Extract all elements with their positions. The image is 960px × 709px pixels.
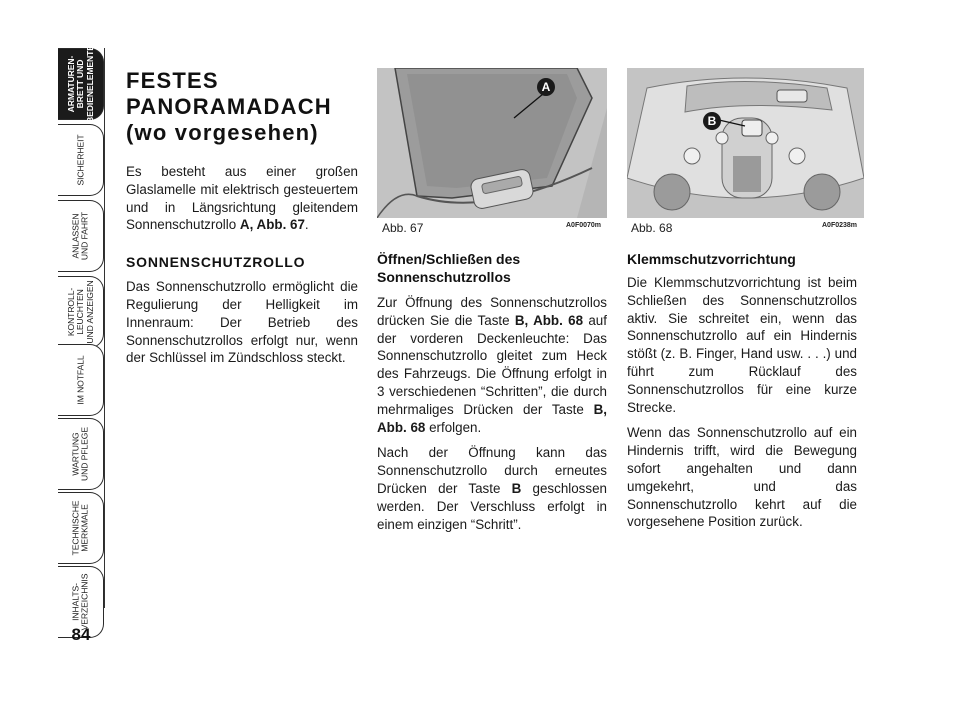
figure-67-caption: Abb. 67 <box>382 221 424 235</box>
paragraph-close: Nach der Öffnung kann das Sonnenschutzrollo durch erneutes Drücken der Taste B geschlossen werden. Der Verschluss erfolgt in einem einzigen “Schritt”. <box>377 445 607 532</box>
tab-label: ANLASSEN UND FAHRT <box>70 211 90 261</box>
page-title: FESTES PANORAMADACH (wo vorgesehen) <box>126 68 332 145</box>
tab-label: KONTROLL- LEUCHTEN UND ANZEIGEN <box>65 280 95 344</box>
subheading-paragraph: Das Sonnenschutzrollo ermöglicht die Regulierung der Helligkeit im Innenraum: Der Betrieb des Sonnenschutzrollos erfolgt nur, wenn der Schlüssel im Zündschloss steckt. <box>126 279 358 366</box>
figure-67-image <box>377 68 607 218</box>
callout-marker-b: B <box>703 112 721 130</box>
margin-rule <box>104 48 105 608</box>
tab-label: SICHERHEIT <box>74 134 85 186</box>
tab-sicherheit[interactable] <box>58 124 104 196</box>
figure-68-code: A0F0238m <box>822 222 858 229</box>
tab-label: TECHNISCHE MERKMALE <box>70 500 90 556</box>
tab-label: IM NOTFALL <box>74 355 85 405</box>
intro-column <box>126 163 358 367</box>
tab-technische-merkmale[interactable] <box>58 492 104 564</box>
tab-label: WARTUNG UND PFLEGE <box>70 427 90 481</box>
column-heading: Klemmschutzvorrichtung <box>627 251 796 267</box>
column-heading: Öffnen/Schließen des Sonnenschutzrollos <box>377 251 521 285</box>
callout-marker-a: A <box>537 78 555 96</box>
paragraph-anti-pinch: Die Klemmschutzvorrichtung ist beim Schließen des Sonnenschutzrollos aktiv. Sie schreitet ein, wenn das Sonnenschutzrollo auf ein Hindernis stößt (z. B. Finger, Hand usw. . . .) und führt zum Rücklauf des Sonnenschutzrollos für eine kurze Strecke. <box>627 275 857 415</box>
tab-label: ARMATUREN- BRETT UND BEDIENELEMENTE <box>65 45 95 123</box>
paragraph-reverse: Wenn das Sonnenschutzrollo auf ein Hindernis trifft, wird die Bewegung sofort angehalten und dann umgekehrt, und das Sonnenschutzrollo kehrt auf die vorgesehene Position zurück. <box>627 425 857 530</box>
panoramic-roof-illustration <box>377 68 607 218</box>
page-number: 84 <box>71 625 91 644</box>
column-klemmschutz <box>627 250 857 531</box>
figure-68-image <box>627 68 864 218</box>
subheading: SONNENSCHUTZROLLO <box>126 254 306 271</box>
figure-68-caption: Abb. 68 <box>631 221 673 235</box>
figure-67-code: A0F0070m <box>566 222 602 229</box>
tab-anlassen[interactable] <box>58 200 104 272</box>
tab-kontrollleuchten[interactable] <box>58 276 104 348</box>
tab-label: INHALTS- VERZEICHNIS <box>70 573 90 631</box>
column-oeffnen <box>377 250 607 533</box>
tab-armaturenbrett[interactable] <box>58 45 104 123</box>
intro-paragraph: Es besteht aus einer großen Glaslamelle mit elektrisch gesteuertem und in Längsrichtung gleitendem Sonnenschutzrollo A, Abb. 67. <box>126 164 358 233</box>
tab-im-notfall[interactable] <box>58 344 104 416</box>
tab-wartung[interactable] <box>58 418 104 490</box>
paragraph-open: Zur Öffnung des Sonnenschutzrollos drücken Sie die Taste B, Abb. 68 auf der vorderen Deckenleuchte: Das Sonnenschutzrollo gleitet zum Heck des Fahrzeugs. Die Öffnung erfolgt in 3 verschiedenen “Schritten”, die durch mehrmaliges Drücken der Taste B, Abb. 68 erfolgen. <box>377 295 607 435</box>
ceiling-light-illustration <box>627 68 864 218</box>
